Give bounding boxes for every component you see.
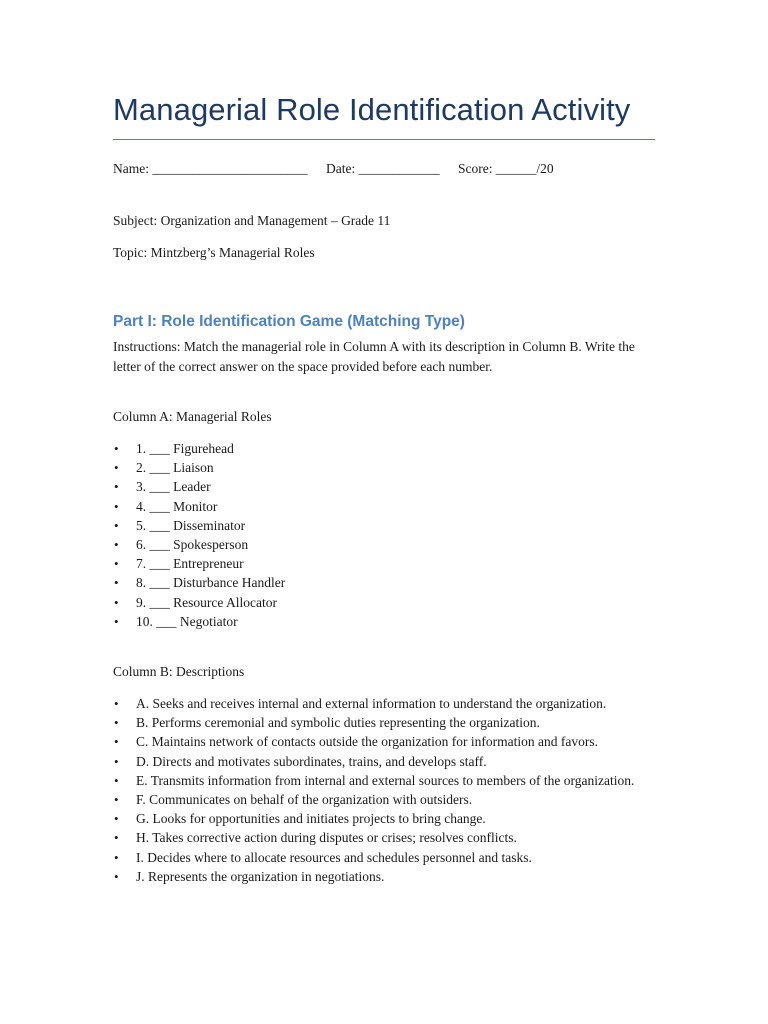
column-b-item xyxy=(113,771,658,790)
column-a-item-text: 8. ___ Disturbance Handler xyxy=(136,575,286,591)
column-b-item xyxy=(113,694,658,713)
bullet-icon: • xyxy=(114,715,119,731)
column-b-list xyxy=(113,694,658,886)
bullet-icon: • xyxy=(114,498,119,514)
title-divider xyxy=(113,139,655,140)
column-a-item-text: 6. ___ Spokesperson xyxy=(136,537,249,553)
column-b-item xyxy=(113,867,658,886)
column-a-item-text: 3. ___ Leader xyxy=(136,479,211,495)
bullet-icon: • xyxy=(114,517,119,533)
column-b-item-text: C. Maintains network of contacts outside the organization for information and favors. xyxy=(136,734,599,750)
column-b-item-text: E. Transmits information from internal and external sources to members of the organization. xyxy=(136,772,635,788)
column-b-item-text: I. Decides where to allocate resources and schedules personnel and tasks. xyxy=(136,849,532,865)
bullet-icon: • xyxy=(114,772,119,788)
column-b-item xyxy=(113,752,658,771)
bullet-icon: • xyxy=(114,575,119,591)
column-a-item xyxy=(113,612,658,631)
column-a-item xyxy=(113,516,658,535)
column-b-item-text: D. Directs and motivates subordinates, trains, and develops staff. xyxy=(136,753,487,769)
column-b-item xyxy=(113,713,658,732)
bullet-icon: • xyxy=(114,537,119,553)
score-field: Score: ______/20 xyxy=(458,161,554,176)
student-info-fields xyxy=(113,159,554,178)
column-b-item-text: J. Represents the organization in negotiations. xyxy=(136,868,385,884)
bullet-icon: • xyxy=(114,594,119,610)
column-a-item xyxy=(113,439,658,458)
column-a-item xyxy=(113,573,658,592)
bullet-icon: • xyxy=(114,849,119,865)
bullet-icon: • xyxy=(114,753,119,769)
subject-line: Subject: Organization and Management – Grade 11 xyxy=(113,213,391,228)
column-b-item xyxy=(113,790,658,809)
column-a-item xyxy=(113,554,658,573)
column-b-item xyxy=(113,809,658,828)
topic-line: Topic: Mintzberg’s Managerial Roles xyxy=(113,245,315,260)
column-a-item xyxy=(113,535,658,554)
column-a-item xyxy=(113,458,658,477)
bullet-icon: • xyxy=(114,734,119,750)
column-a-item xyxy=(113,477,658,496)
column-b-label: Column B: Descriptions xyxy=(113,664,245,679)
column-a-item-text: 4. ___ Monitor xyxy=(136,498,218,514)
bullet-icon: • xyxy=(114,479,119,495)
bullet-icon: • xyxy=(114,441,119,456)
part1-instructions: Instructions: Match the managerial role in Column A with its description in Column B. Write the letter of the correct answer on the space provided before each number. xyxy=(113,339,635,374)
bullet-icon: • xyxy=(114,556,119,572)
column-a-item-text: 5. ___ Disseminator xyxy=(136,517,246,533)
column-a-item xyxy=(113,593,658,612)
bullet-icon: • xyxy=(114,460,119,476)
date-field: Date: ____________ xyxy=(326,161,440,176)
document-title: Managerial Role Identification Activity xyxy=(113,92,631,127)
part1-heading: Part I: Role Identification Game (Matching Type) xyxy=(113,313,465,330)
bullet-icon: • xyxy=(114,613,119,629)
bullet-icon: • xyxy=(114,696,119,711)
bullet-icon: • xyxy=(114,868,119,884)
name-field: Name: _______________________ xyxy=(113,161,308,176)
column-a-item-text: 2. ___ Liaison xyxy=(136,460,214,476)
column-a-item-text: 7. ___ Entrepreneur xyxy=(136,556,244,572)
column-b-item xyxy=(113,848,658,867)
column-b-item-text: F. Communicates on behalf of the organization with outsiders. xyxy=(136,792,473,808)
bullet-icon: • xyxy=(114,811,119,827)
column-b-item-text: G. Looks for opportunities and initiates projects to bring change. xyxy=(136,811,486,827)
column-a-item-text: 9. ___ Resource Allocator xyxy=(136,594,277,610)
bullet-icon: • xyxy=(114,792,119,808)
column-a-list xyxy=(113,439,658,631)
column-a-item xyxy=(113,497,658,516)
bullet-icon: • xyxy=(114,830,119,846)
column-b-item xyxy=(113,828,658,847)
column-a-item-text: 1. ___ Figurehead xyxy=(136,441,234,456)
column-a-item-text: 10. ___ Negotiator xyxy=(136,613,238,629)
column-b-item xyxy=(113,732,658,751)
column-b-item-text: H. Takes corrective action during disputes or crises; resolves conflicts. xyxy=(136,830,517,846)
column-b-item-text: B. Performs ceremonial and symbolic duties representing the organization. xyxy=(136,715,540,731)
column-b-item-text: A. Seeks and receives internal and external information to understand the organization. xyxy=(136,696,607,711)
column-a-label: Column A: Managerial Roles xyxy=(113,409,272,424)
